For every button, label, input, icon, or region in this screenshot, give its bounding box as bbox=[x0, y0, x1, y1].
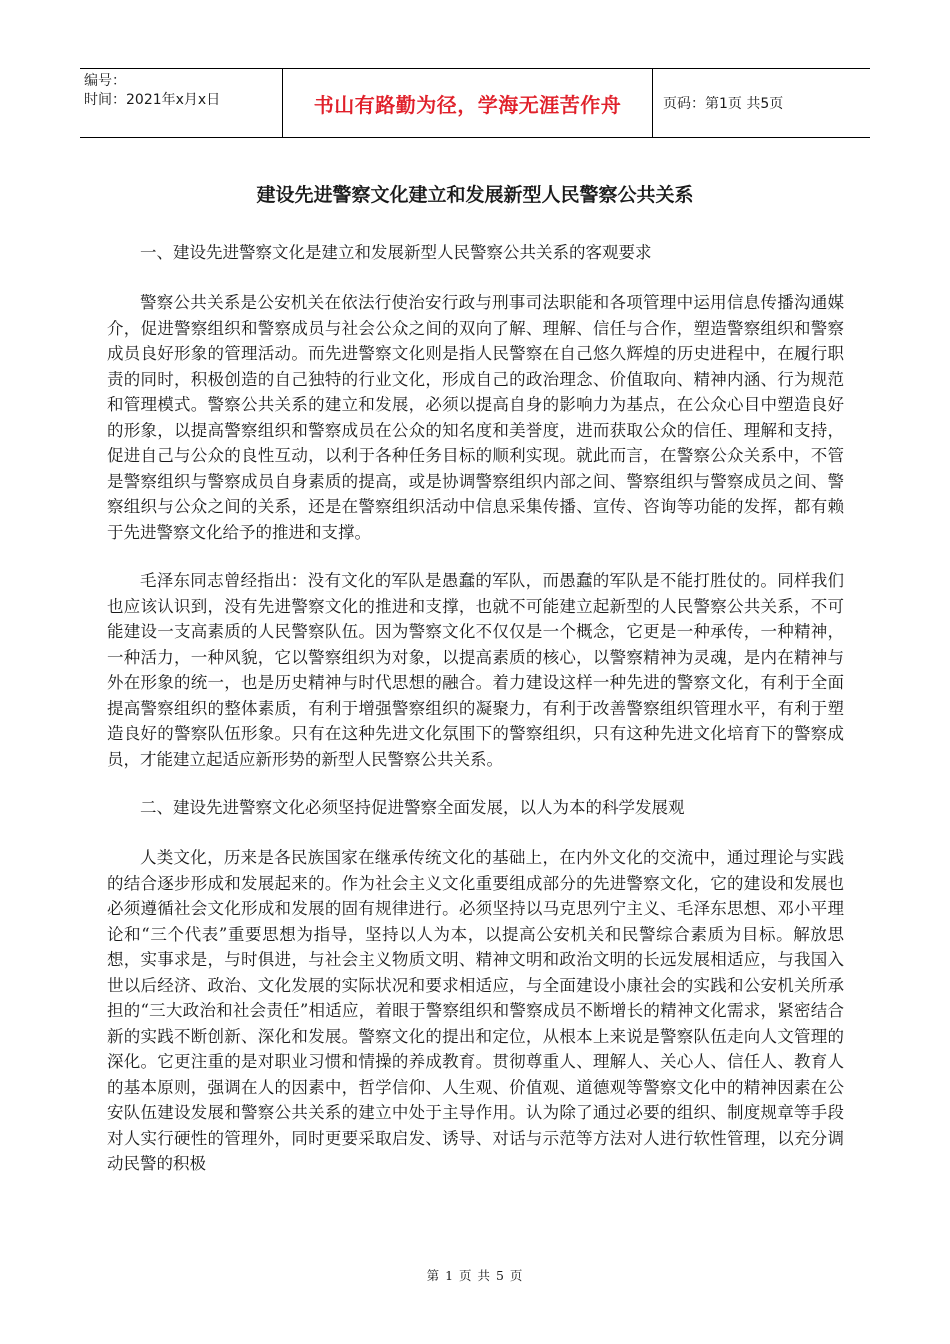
document-date-label: 时间：2021年x月x日 bbox=[84, 92, 221, 108]
header-meta-cell bbox=[80, 69, 283, 137]
page-footer: 第 1 页 共 5 页 bbox=[426, 1268, 524, 1283]
header-motto: 书山有路勤为径，学海无涯苦作舟 bbox=[283, 69, 653, 137]
document-body bbox=[107, 240, 844, 1200]
header-table bbox=[80, 68, 870, 138]
paragraph-1: 警察公共关系是公安机关在依法行使治安行政与刑事司法职能和各项管理中运用信息传播沟通媒介，促进警察组织和警察成员与社会公众之间的双向了解、理解、信任与合作，塑造警察组织和警察成员良好形象的管理活动。而先进警察文化则是指人民警察在自己悠久辉煌的历史进程中，在履行职责的同时，积极创造的自己独特的行业文化，形成自己的政治理念、价值取向、精神内涵、行为规范和管理模式。警察公共关系的建立和发展，必须以提高自身的影响力为基点，在公众心目中塑造良好的形象，以提高警察组织和警察成员在公众的知名度和美誉度，进而获取公众的信任、理解和支持，促进自己与公众的良性互动，以利于各种任务目标的顺利实现。就此而言，在警察公众关系中，不管是警察组织与警察成员自身素质的提高，或是协调警察组织内部之间、警察组织与警察成员之间、警察组织与公众之间的关系，还是在警察组织活动中信息采集传播、宣传、咨询等功能的发挥，都有赖于先进警察文化给予的推进和支撑。 bbox=[107, 293, 844, 542]
header-page-info: 页码：第1页 共5页 bbox=[663, 96, 784, 112]
paragraph-3: 人类文化，历来是各民族国家在继承传统文化的基础上，在内外文化的交流中，通过理论与实践的结合逐步形成和发展起来的。作为社会主义文化重要组成部分的先进警察文化，它的建设和发展也必须遵循社会文化形成和发展的固有规律进行。必须坚持以马克思列宁主义、毛泽东思想、邓小平理论和“三个代表”重要思想为指导，坚持以人为本，以提高公安机关和民警综合素质为目标。解放思想，实事求是，与时俱进，与社会主义物质文明、精神文明和政治文明的长远发展相适应，与我国入世以后经济、政治、文化发展的实际状况和要求相适应，与全面建设小康社会的实践和公安机关所承担的“三大政治和社会责任”相适应，着眼于警察组织和警察成员不断增长的精神文化需求，紧密结合新的实践不断创新、深化和发展。警察文化的提出和定位，从根本上来说是警察队伍走向人文管理的深化。它更注重的是对职业习惯和情操的养成教育。贯彻尊重人、理解人、关心人、信任人、教育人的基本原则，强调在人的因素中，哲学信仰、人生观、价值观、道德观等警察文化中的精神因素在公安队伍建设发展和警察公共关系的建立中处于主导作用。认为除了通过必要的组织、制度规章等手段对人实行硬性的管理外，同时更要采取启发、诱导、对话与示范等方法对人进行软性管理，以充分调动民警的积极 bbox=[107, 848, 844, 1173]
document-title: 建设先进警察文化建立和发展新型人民警察公共关系 bbox=[256, 184, 694, 206]
paragraph-2: 毛泽东同志曾经指出：没有文化的军队是愚蠢的军队，而愚蠢的军队是不能打胜仗的。同样我们也应该认识到，没有先进警察文化的推进和支撑，也就不可能建立起新型的人民警察公共关系，不可能建设一支高素质的人民警察队伍。因为警察文化不仅仅是一个概念，它更是一种承传，一种精神，一种活力，一种风貌，它以警察组织为对象，以提高素质的核心，以警察精神为灵魂，是内在精神与外在形象的统一，也是历史精神与时代思想的融合。着力建设这样一种先进的警察文化，有利于全面提高警察组织的整体素质，有利于增强警察组织的凝聚力，有利于改善警察组织管理水平，有利于塑造良好的警察队伍形象。只有在这种先进文化氛围下的警察组织，只有这种先进文化培育下的警察成员，才能建立起适应新形势的新型人民警察公共关系。 bbox=[107, 571, 844, 769]
document-number-label: 编号： bbox=[84, 73, 126, 89]
section-heading-1: 一、建设先进警察文化是建立和发展新型人民警察公共关系的客观要求 bbox=[140, 243, 652, 262]
section-heading-2: 二、建设先进警察文化必须坚持促进警察全面发展，以人为本的科学发展观 bbox=[140, 798, 685, 817]
